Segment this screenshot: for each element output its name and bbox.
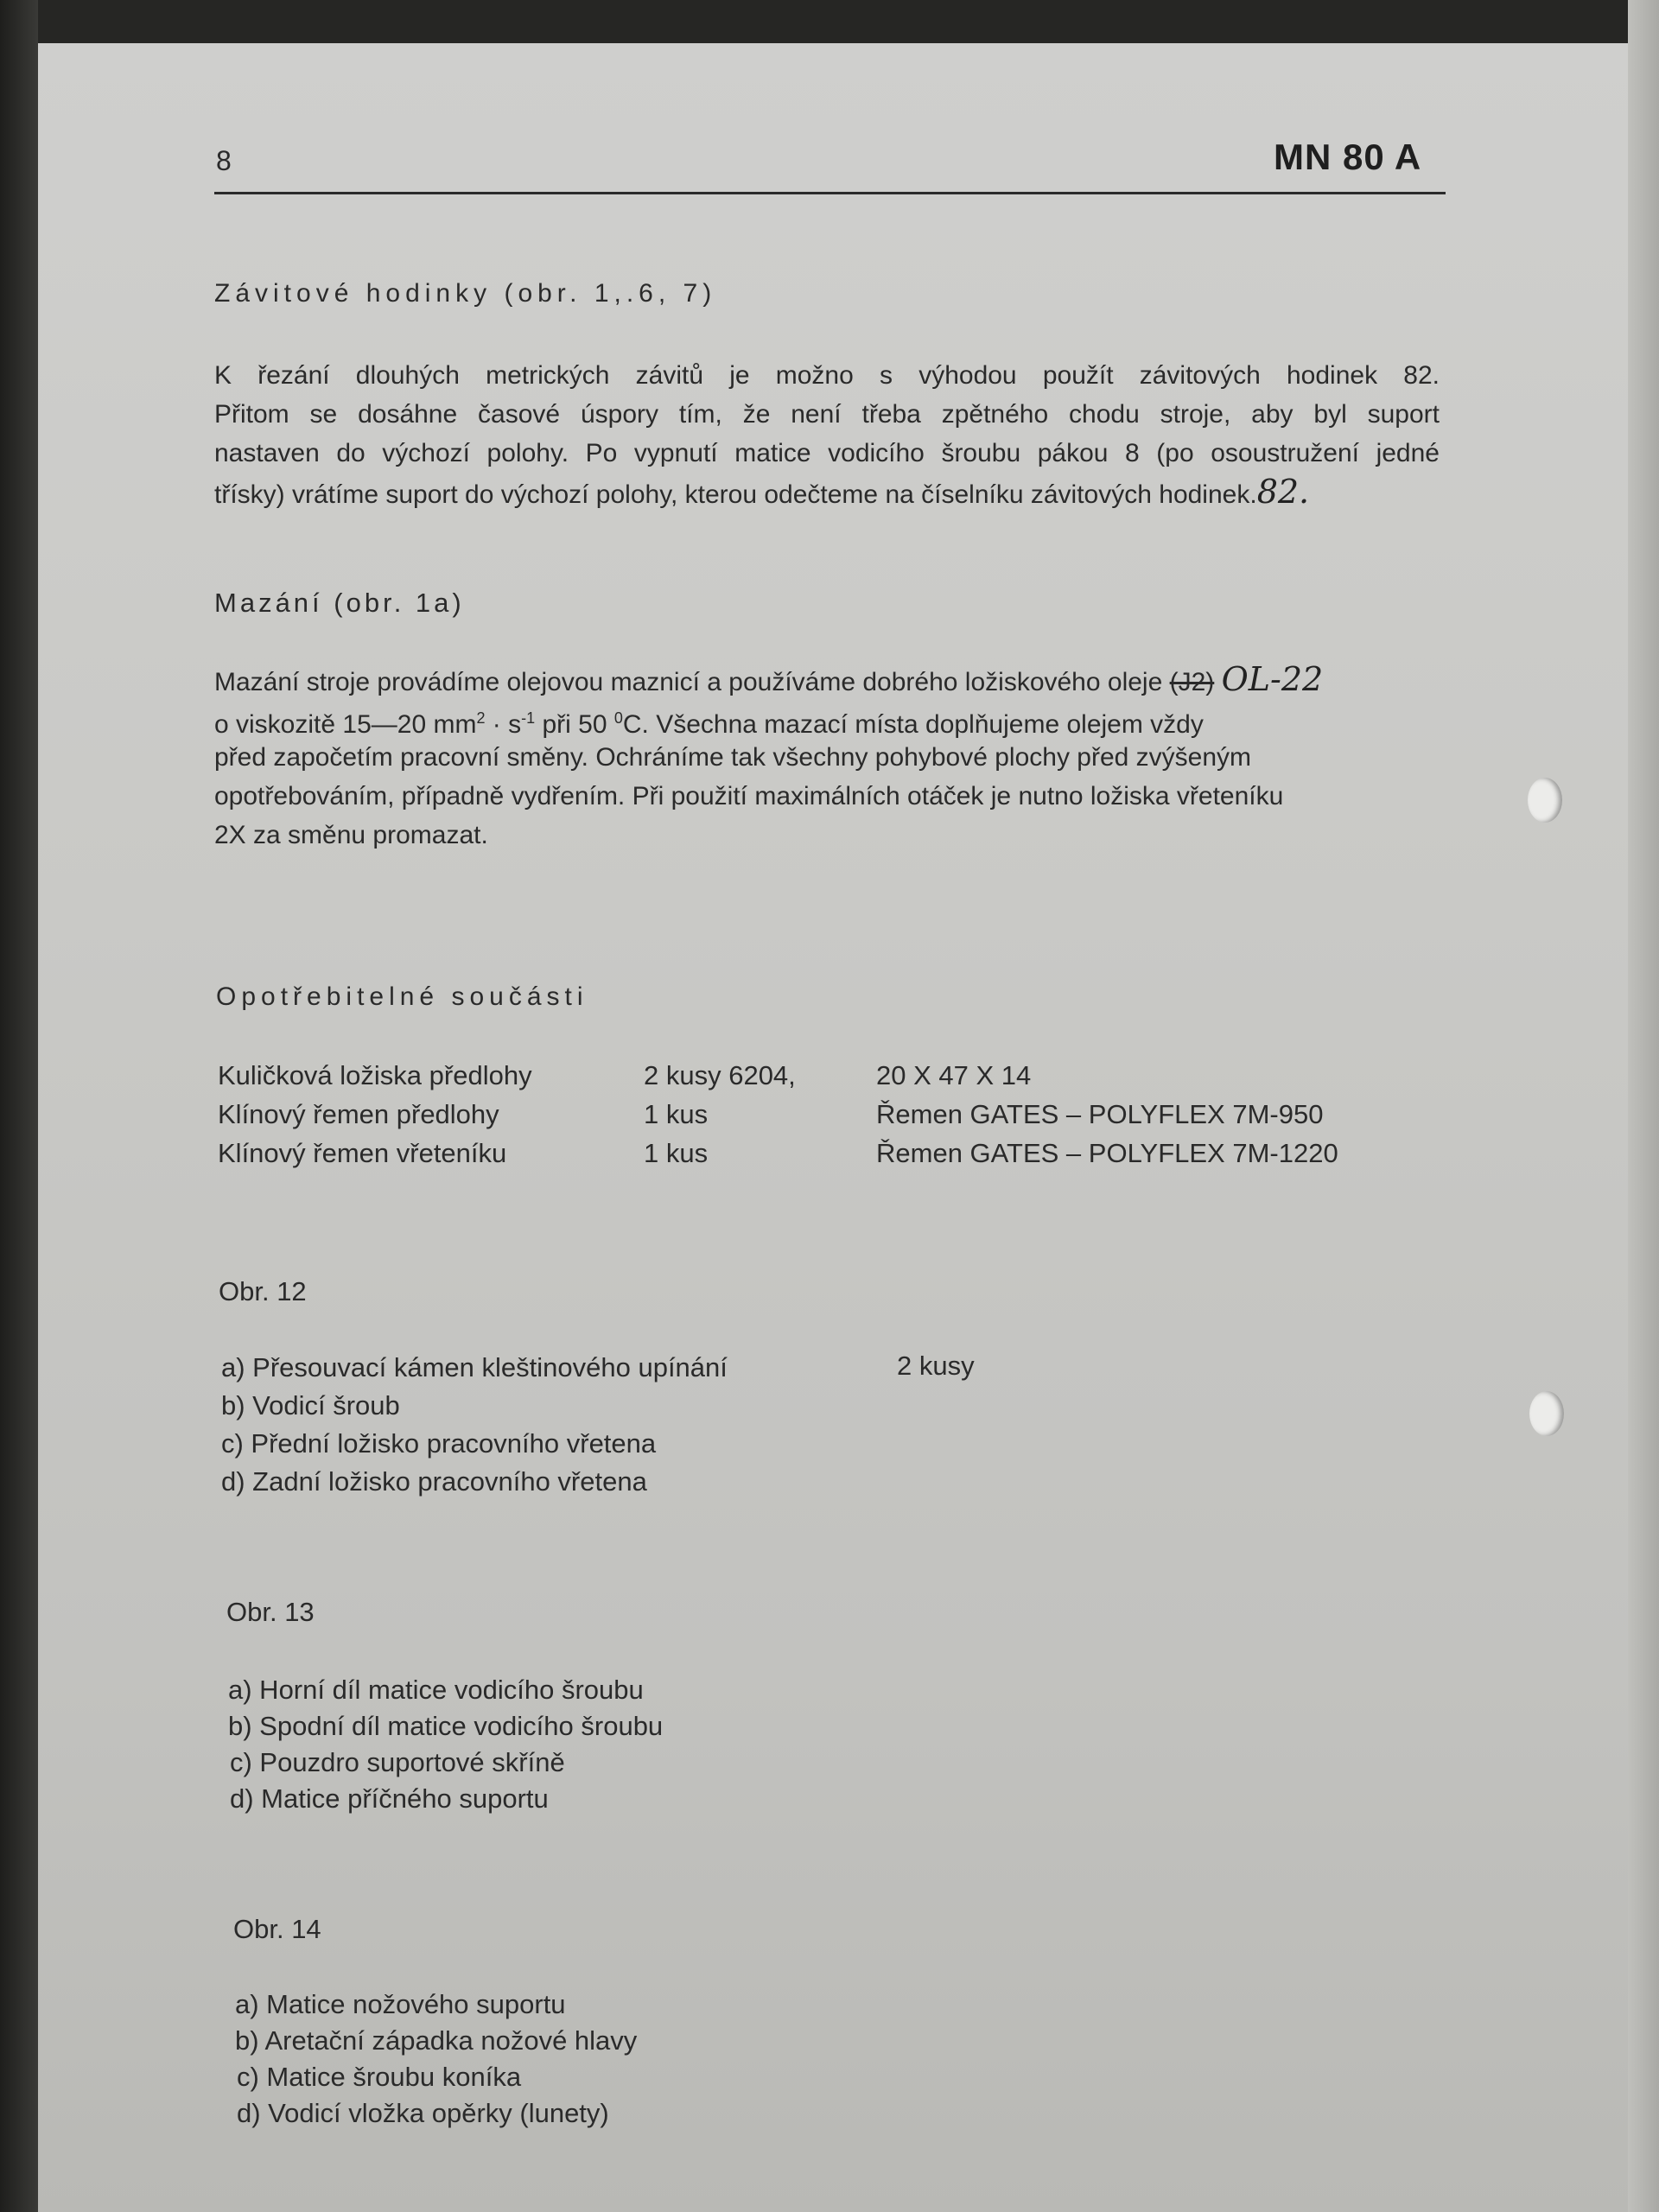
wear-part-spec: 20 X 47 X 14 [876,1060,1032,1090]
superscript: -1 [521,709,536,727]
wear-part-qty: 1 kus [644,1138,709,1168]
scan-right-edge [1628,0,1659,2212]
punch-hole [1529,1391,1564,1436]
paragraph-line-text: o viskozitě 15—20 mm [214,710,477,739]
paragraph-line-text: při 50 [535,710,614,739]
wear-part-name: Klínový řemen vřeteníku [218,1138,507,1168]
figure-item: c) Přední ložisko pracovního vřetena [221,1428,657,1459]
wear-part-spec: Řemen GATES – POLYFLEX 7M-950 [876,1099,1324,1129]
punch-hole [1528,778,1562,823]
figure-item: b) Vodicí šroub [221,1390,400,1421]
superscript: 0 [613,709,623,727]
superscript: 2 [476,709,486,727]
paragraph-line-text: Mazání stroje provádíme olejovou maznicí a používáme dobrého ložiskového oleje [214,668,1163,696]
figure-item: c) Matice šroubu koníka [237,2062,522,2092]
wear-part-qty: 2 kusy 6204, [644,1060,796,1090]
paragraph-line [214,699,1510,738]
paragraph-lubrication [214,660,1510,855]
struck-text: (J2) [1169,668,1215,696]
wear-part-name: Kuličková ložiska předlohy [218,1060,532,1090]
figure-item: d) Vodicí vložka opěrky (lunety) [237,2098,609,2128]
figure-item: a) Přesouvací kámen kleštinového upínání [221,1352,728,1382]
wear-part-qty: 1 kus [644,1099,709,1129]
wear-part-spec: Řemen GATES – POLYFLEX 7M-1220 [876,1138,1338,1168]
document-code: MN 80 A [1274,137,1422,177]
paragraph-line-text: třísky) vrátíme suport do výchozí polohy, kterou odečteme na číselníku závitových hodinek. [214,480,1257,509]
section-heading-wear-parts: Opotřebitelné součásti [216,982,588,1011]
paragraph-line: nastaven do výchozí polohy. Po vypnutí matice vodicího šroubu pákou 8 (po osoustružení jedné [214,439,1440,467]
paragraph-line: Přitom se dosáhne časové úspory tím, že není třeba zpětného chodu stroje, aby byl suport [214,400,1440,429]
paragraph-line-text: C. Všechna mazací místa doplňujeme olejem vždy [622,710,1204,739]
figure-item: d) Matice příčného suportu [230,1783,549,1814]
figure-item-qty: 2 kusy [897,1351,975,1381]
figure-item: a) Horní díl matice vodicího šroubu [228,1675,644,1705]
paragraph-line [214,473,1440,512]
scan-left-shadow [0,0,38,2212]
figure-title: Obr. 14 [233,1914,321,1944]
paragraph-line-text: · s [485,710,522,739]
handwritten-note: 82. [1256,473,1310,511]
paragraph-line: opotřebováním, případně vydřením. Při použití maximálních otáček je nutno ložiska vřeteníku [214,782,1284,810]
section-heading-threading: Závitové hodinky (obr. 1,.6, 7) [214,279,717,308]
figure-item: c) Pouzdro suportové skříně [230,1747,565,1777]
paragraph-threading [214,356,1440,512]
figure-item: b) Spodní díl matice vodicího šroubu [228,1711,664,1741]
handwritten-correction: OL-22 [1221,660,1324,698]
wear-part-name: Klínový řemen předlohy [218,1099,499,1129]
scan-top-shadow [0,0,1659,48]
figure-title: Obr. 13 [226,1597,315,1627]
figure-item: d) Zadní ložisko pracovního vřetena [221,1466,647,1497]
page-number: 8 [216,145,232,176]
figure-title: Obr. 12 [219,1276,307,1306]
paragraph-line: před započetím pracovní směny. Ochráníme tak všechny pohybové plochy před zvýšeným [214,743,1252,772]
section-heading-lubrication: Mazání (obr. 1a) [214,588,465,618]
paragraph-line: 2X za směnu promazat. [214,821,488,849]
paragraph-line [214,660,1510,699]
figure-item: a) Matice nožového suportu [235,1989,566,2019]
header-rule [214,192,1446,194]
paragraph-line: K řezání dlouhých metrických závitů je možno s výhodou použít závitových hodinek 82. [214,361,1440,390]
figure-item: b) Aretační západka nožové hlavy [235,2025,638,2056]
